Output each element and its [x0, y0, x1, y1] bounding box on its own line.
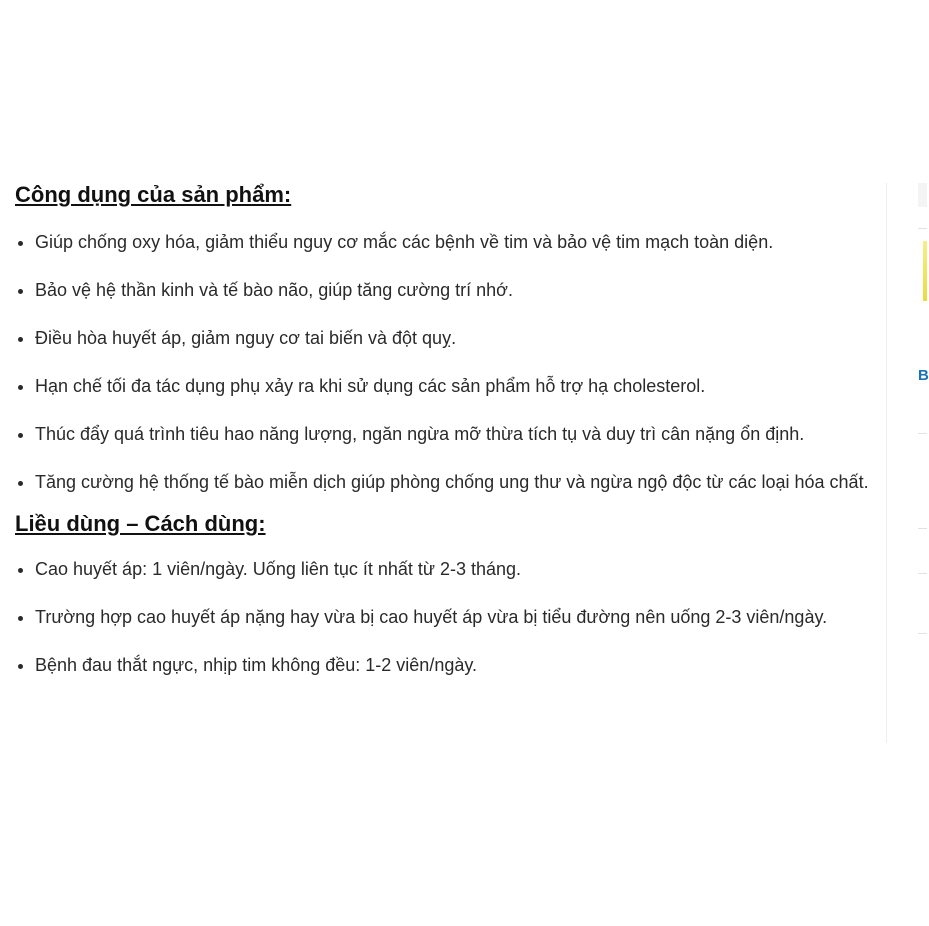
list-item-text: Hạn chế tối đa tác dụng phụ xảy ra khi sử dụng các sản phẩm hỗ trợ hạ cholesterol.: [35, 376, 706, 396]
list-item-text: Trường hợp cao huyết áp nặng hay vừa bị cao huyết áp vừa bị tiểu đường nên uống 2-3 viên/ngày.: [35, 607, 828, 627]
list-item: [15, 276, 875, 305]
bullet-icon: [18, 385, 23, 390]
list-item: [15, 603, 875, 632]
bullet-icon: [18, 481, 23, 486]
bullet-icon: [18, 241, 23, 246]
sidebar-thumbnail[interactable]: [918, 183, 927, 207]
bullet-icon: [18, 289, 23, 294]
sidebar-divider: [918, 228, 927, 229]
list-item: [15, 651, 875, 680]
sidebar-divider: [918, 528, 927, 529]
list-item-text: Bảo vệ hệ thần kinh và tế bào não, giúp tăng cường trí nhớ.: [35, 280, 513, 300]
list-item: [15, 228, 875, 257]
list-item: [15, 372, 875, 401]
section-heading-uses: Công dụng của sản phẩm:: [15, 182, 292, 207]
list-item-text: Thúc đẩy quá trình tiêu hao năng lượng, ngăn ngừa mỡ thừa tích tụ và duy trì cân nặng ổn định.: [35, 424, 805, 444]
bullet-icon: [18, 337, 23, 342]
list-item-text: Giúp chống oxy hóa, giảm thiểu nguy cơ mắc các bệnh về tim và bảo vệ tim mạch toàn diện.: [35, 232, 774, 252]
sidebar-heading: B: [918, 367, 929, 384]
list-item-text: Bệnh đau thắt ngực, nhịp tim không đều: 1-2 viên/ngày.: [35, 655, 478, 675]
sidebar-divider: [918, 433, 927, 434]
uses-list: [15, 228, 875, 497]
list-item: [15, 420, 875, 449]
bullet-icon: [18, 664, 23, 669]
list-item-text: Cao huyết áp: 1 viên/ngày. Uống liên tục ít nhất từ 2-3 tháng.: [35, 559, 522, 579]
list-item: [15, 324, 875, 353]
bullet-icon: [18, 568, 23, 573]
dosage-list: [15, 555, 875, 680]
list-item-text: Điều hòa huyết áp, giảm nguy cơ tai biến và đột quỵ.: [35, 328, 457, 348]
section-heading-dosage: Liều dùng – Cách dùng:: [15, 511, 266, 536]
sidebar-divider: [918, 573, 927, 574]
list-item: [15, 468, 875, 497]
right-sidebar: [886, 183, 927, 743]
list-item-text: Tăng cường hệ thống tế bào miễn dịch giúp phòng chống ung thư và ngừa ngộ độc từ các loại hóa chất.: [35, 472, 869, 492]
list-item: [15, 555, 875, 584]
sidebar-divider: [918, 633, 927, 634]
article-content: [15, 178, 875, 680]
sidebar-product-image[interactable]: [923, 241, 927, 301]
bullet-icon: [18, 433, 23, 438]
bullet-icon: [18, 616, 23, 621]
